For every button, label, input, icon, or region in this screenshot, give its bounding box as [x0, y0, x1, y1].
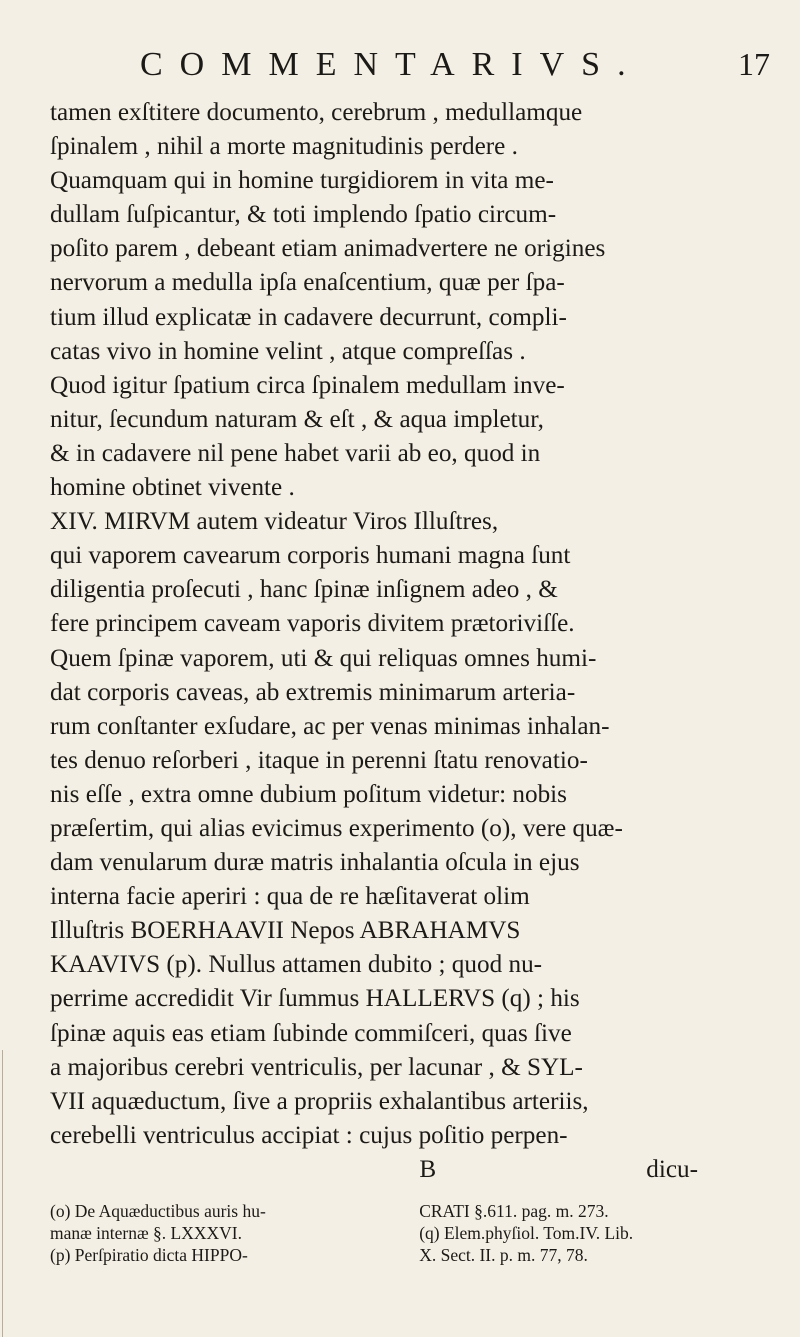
- catchword: dicu-: [646, 1155, 698, 1183]
- text-line: Quem ſpinæ vaporem, uti & qui reliquas omnes humi-: [50, 644, 597, 672]
- footnote-line: (o) De Aquæductibus auris hu-: [50, 1201, 266, 1221]
- page-number: 17: [738, 46, 770, 82]
- text-line: nitur, ſecundum naturam & eſt , & aqua impletur,: [50, 405, 544, 433]
- text-line: ſpinalem , nihil a morte magnitudinis perdere .: [50, 133, 518, 161]
- text-line: XIV. MIRVM autem videatur Viros Illuſtres,: [50, 508, 499, 536]
- text-line: VII aquæductum, ſive a propriis exhalantibus arteriis,: [50, 1087, 589, 1115]
- binding-edge: [2, 1050, 3, 1337]
- text-line: Quod igitur ſpatium circa ſpinalem medullam inve-: [50, 371, 565, 399]
- text-line: nervorum a medulla ipſa enaſcentium, quæ per ſpa-: [50, 269, 565, 297]
- footnote-line: CRATI §.611. pag. m. 273.: [419, 1201, 609, 1221]
- footnotes-left: [50, 1200, 391, 1266]
- text-line: interna facie aperiri : qua de re hæſitaverat olim: [50, 883, 530, 911]
- text-line: dat corporis caveas, ab extremis minimarum arteria-: [50, 678, 576, 706]
- text-line: diligentia proſecuti , hanc ſpinæ inſignem adeo , &: [50, 576, 558, 604]
- text-line: dullam ſuſpicantur, & toti implendo ſpatio circum-: [50, 201, 557, 229]
- text-line: præſertim, qui alias evicimus experimento (o), vere quæ-: [50, 814, 623, 842]
- text-line: a majoribus cerebri ventriculis, per lacunar , & SYL-: [50, 1053, 583, 1081]
- footnote-line: (q) Elem.phyſiol. Tom.IV. Lib.: [419, 1223, 634, 1243]
- running-title: COMMENTARIVS.: [140, 46, 643, 83]
- footnotes-right: [419, 1200, 760, 1266]
- text-line: dam venularum duræ matris inhalantia oſcula in ejus: [50, 849, 580, 877]
- text-line: perrime accredidit Vir ſummus HALLERVS (q) ; his: [50, 985, 580, 1013]
- footnote-line: X. Sect. II. p. m. 77, 78.: [419, 1245, 588, 1265]
- text-line: KAAVIVS (p). Nullus attamen dubito ; quod nu-: [50, 951, 543, 979]
- text-line: tamen exſtitere documento, cerebrum , medullamque: [50, 99, 583, 126]
- running-head: [140, 46, 770, 84]
- footnote-line: (p) Perſpiratio dicta HIPPO-: [50, 1245, 248, 1265]
- text-line: rum conſtanter exſudare, ac per venas minimas inhalan-: [50, 712, 610, 740]
- text-line: tium illud explicatæ in cadavere decurrunt, compli-: [50, 303, 567, 331]
- signature-mark: B: [419, 1155, 437, 1183]
- text-line: homine obtinet vivente .: [50, 474, 295, 502]
- text-line: Illuſtris BOERHAAVII Nepos ABRAHAMVS: [50, 917, 521, 945]
- text-line: tes denuo reſorberi , itaque in perenni ſtatu renovatio-: [50, 746, 588, 774]
- text-line: qui vaporem cavearum corporis humani magna ſunt: [50, 542, 571, 570]
- footnote-line: manæ internæ §. LXXXVI.: [50, 1223, 242, 1243]
- text-line: nis eſſe , extra omne dubium poſitum videtur: nobis: [50, 780, 567, 808]
- text-line: cerebelli ventriculus accipiat : cujus poſitio perpen-: [50, 1121, 568, 1149]
- text-line: & in cadavere nil pene habet varii ab eo, quod in: [50, 439, 541, 467]
- body-text: [50, 96, 750, 1187]
- text-line: catas vivo in homine velint , atque compreſſas .: [50, 337, 526, 365]
- footnotes: [50, 1200, 760, 1266]
- text-line: ſpinæ aquis eas etiam ſubinde commiſceri, quas ſive: [50, 1019, 572, 1047]
- text-line: fere principem caveam vaporis divitem prætoriviſſe.: [50, 610, 575, 638]
- text-line: Quamquam qui in homine turgidiorem in vita me-: [50, 167, 554, 195]
- signature-and-catchword: [50, 1153, 750, 1187]
- text-line: poſito parem , debeant etiam animadvertere ne origines: [50, 235, 606, 263]
